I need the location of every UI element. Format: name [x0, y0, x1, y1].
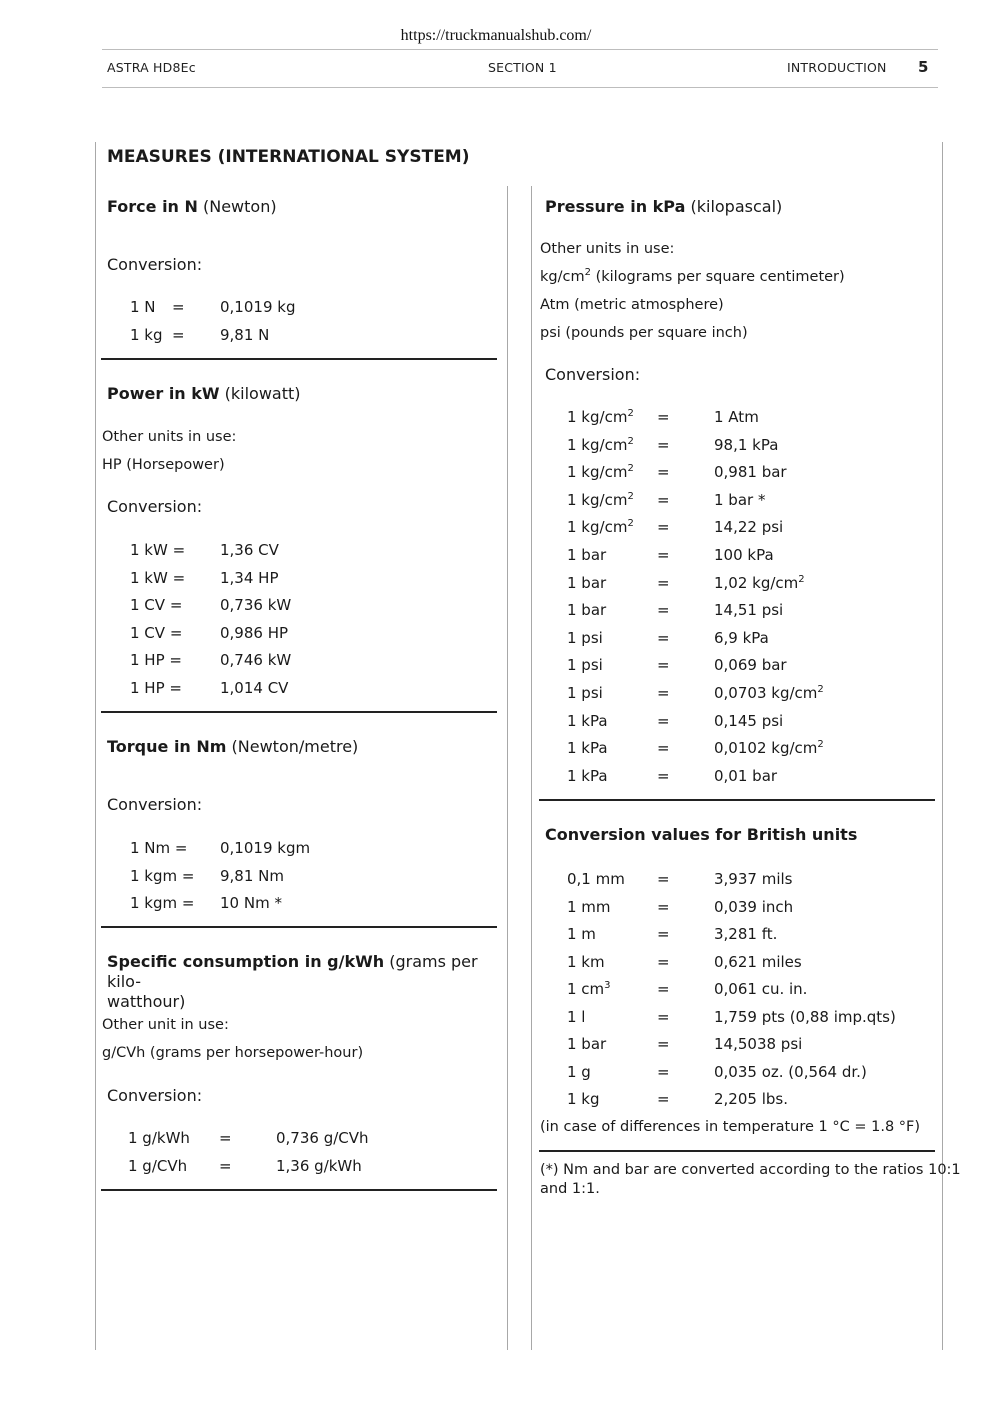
equals-sign: =	[657, 711, 670, 730]
unit-from: 1 km	[567, 952, 605, 971]
equals-sign: =	[657, 573, 670, 592]
unit-to: 0,736 g/CVh	[276, 1129, 369, 1147]
unit-from: 1 N	[130, 298, 156, 316]
unit-to: 1,02 $kg/cm^2$	[714, 573, 805, 592]
unit-to: 14,5038 psi	[714, 1035, 803, 1053]
unit-from: 1 $kg/cm^2$	[567, 408, 634, 426]
equals-sign: =	[657, 1035, 670, 1053]
unit-to: 1 bar *	[714, 490, 766, 509]
equals-sign: =	[657, 739, 670, 758]
power-conversion-label: Conversion:	[107, 497, 203, 516]
unit-from: 1 kPa	[567, 739, 608, 758]
equals-sign: =	[219, 1129, 232, 1147]
unit-from: 1 bar	[567, 546, 607, 564]
left-column-divider	[507, 186, 508, 1350]
unit-from: 1 kW =	[130, 568, 186, 587]
unit-from: 1 CV =	[130, 623, 183, 642]
torque-conversion-label: Conversion:	[107, 795, 203, 814]
unit-from: 1 kgm =	[130, 894, 195, 912]
section-divider	[539, 799, 935, 801]
unit-to: 0,746 kW	[220, 651, 292, 670]
pressure-other-unit: Atm (metric atmosphere)	[540, 297, 724, 313]
unit-to: 0,0102 $kg/cm^2$	[714, 739, 824, 758]
unit-to: 1,759 pts (0,88 imp.qts)	[714, 1007, 896, 1026]
footnote: (*) Nm and bar are converted according to the ratios 10:1 and 1:1.	[540, 1162, 961, 1197]
unit-to: 6,9 kPa	[714, 628, 769, 647]
equals-sign: =	[657, 408, 670, 426]
power-other-unit: HP (Horsepower)	[102, 457, 225, 473]
unit-to: 100 kPa	[714, 546, 774, 564]
equals-sign: =	[657, 628, 670, 647]
header-chapter: INTRODUCTION	[787, 60, 887, 75]
unit-to: 14,51 psi	[714, 601, 784, 620]
unit-to: 0,981 bar	[714, 463, 787, 482]
power-other-label: Other units in use:	[102, 429, 237, 445]
unit-to: 0,039 inch	[714, 897, 794, 916]
equals-sign: =	[657, 1090, 670, 1108]
equals-sign: =	[657, 656, 670, 675]
unit-from: 1 kg	[130, 326, 163, 344]
unit-from: 1 kPa	[567, 766, 608, 785]
page-url: https://truckmanualshub.com/	[400, 27, 592, 44]
unit-to: 9,81 N	[220, 326, 270, 344]
section-divider	[101, 926, 497, 928]
unit-to: 0,145 psi	[714, 711, 784, 730]
unit-from: 1 psi	[567, 628, 603, 647]
unit-from: 1 $kg/cm^2$	[567, 435, 634, 454]
unit-to: 0,035 oz. (0,564 dr.)	[714, 1062, 867, 1081]
pressure-conversion-label: Conversion:	[545, 365, 641, 384]
unit-to: 1,36 g/kWh	[276, 1157, 362, 1175]
pressure-other-label: Other units in use:	[540, 241, 675, 257]
unit-to: 2,205 lbs.	[714, 1090, 788, 1108]
equals-sign: =	[657, 766, 670, 785]
unit-from: 1 g/CVh	[128, 1157, 188, 1175]
unit-to: 98,1 kPa	[714, 435, 779, 454]
header-bottom-rule	[102, 87, 938, 88]
unit-from: 1 $cm^3$	[567, 980, 611, 998]
unit-from: 1 m	[567, 925, 596, 943]
section-divider	[101, 358, 497, 360]
unit-to: 3,281 ft.	[714, 925, 778, 943]
right-column-divider	[531, 186, 532, 1350]
unit-to: 0,736 kW	[220, 596, 292, 615]
unit-to: 0,0703 $kg/cm^2$	[714, 684, 824, 702]
unit-from: 1 kPa	[567, 711, 608, 730]
unit-to: 1,014 CV	[220, 679, 289, 697]
equals-sign: =	[657, 897, 670, 916]
equals-sign: =	[657, 463, 670, 482]
page-number: 5	[918, 58, 929, 76]
unit-to: 10 Nm *	[220, 894, 282, 912]
equals-sign: =	[219, 1157, 232, 1175]
unit-to: 0,069 bar	[714, 656, 787, 675]
unit-to: 14,22 psi	[714, 518, 784, 537]
page-title: MEASURES (INTERNATIONAL SYSTEM)	[107, 147, 470, 167]
unit-from: 1 psi	[567, 656, 603, 675]
equals-sign: =	[657, 518, 670, 537]
unit-to: 9,81 Nm	[220, 866, 284, 885]
unit-from: 1 kW =	[130, 541, 186, 559]
equals-sign: =	[657, 490, 670, 509]
unit-from: 1 bar	[567, 601, 607, 620]
pressure-other-unit: psi (pounds per square inch)	[540, 325, 748, 341]
header-model: ASTRA HD8Ec	[107, 60, 196, 75]
unit-to: 0,01 bar	[714, 766, 778, 785]
equals-sign: =	[657, 601, 670, 620]
equals-sign: =	[172, 326, 185, 344]
unit-to: 0,986 HP	[220, 623, 289, 642]
header-section: SECTION 1	[488, 60, 557, 75]
unit-from: 1 kg	[567, 1090, 600, 1108]
unit-from: 1 HP =	[130, 679, 182, 697]
unit-from: 1 bar	[567, 1035, 607, 1053]
british-heading: Conversion values for British units	[545, 825, 858, 844]
unit-to: 0,061 cu. in.	[714, 980, 808, 998]
force-conversion-label: Conversion:	[107, 255, 203, 274]
unit-to: 1,34 HP	[220, 568, 279, 587]
force-heading: Force in N (Newton)	[107, 197, 277, 216]
unit-to: 1,36 CV	[220, 541, 279, 559]
equals-sign: =	[657, 980, 670, 998]
unit-from: 1 g	[567, 1062, 591, 1081]
specific-consumption-heading: Specific consumption in g/kWh (grams per kilo- watthour)	[107, 952, 478, 1011]
equals-sign: =	[657, 546, 670, 564]
unit-from: 1 bar	[567, 573, 607, 592]
torque-heading: Torque in Nm (Newton/metre)	[107, 737, 359, 756]
unit-to: 3,937 mils	[714, 870, 793, 888]
pressure-other-unit: $kg/cm^2$ (kilograms per square centimeter)	[540, 267, 845, 285]
specific-other-unit: g/CVh (grams per horsepower-hour)	[102, 1045, 364, 1061]
equals-sign: =	[172, 298, 185, 316]
equals-sign: =	[657, 435, 670, 454]
section-divider	[539, 1150, 935, 1152]
unit-to: 0,621 miles	[714, 952, 802, 971]
unit-to: 0,1019 kg	[220, 298, 296, 316]
unit-from: 1 kgm =	[130, 866, 195, 885]
specific-conversion-label: Conversion:	[107, 1086, 203, 1105]
unit-from: 1 Nm =	[130, 839, 188, 857]
equals-sign: =	[657, 870, 670, 888]
unit-from: 1 g/kWh	[128, 1129, 190, 1147]
unit-from: 1 HP =	[130, 651, 182, 670]
equals-sign: =	[657, 1007, 670, 1026]
equals-sign: =	[657, 1062, 670, 1081]
header-top-rule	[102, 49, 938, 50]
unit-from: 1 $kg/cm^2$	[567, 463, 634, 482]
temperature-note: (in case of differences in temperature 1 °C = 1.8 °F)	[540, 1119, 921, 1135]
specific-other-label: Other unit in use:	[102, 1017, 229, 1033]
unit-to: 1 Atm	[714, 408, 759, 426]
unit-from: 1 $kg/cm^2$	[567, 490, 634, 509]
unit-from: 1 l	[567, 1007, 586, 1026]
equals-sign: =	[657, 925, 670, 943]
section-divider	[101, 1189, 497, 1191]
unit-to: 0,1019 kgm	[220, 839, 311, 857]
section-divider	[101, 711, 497, 713]
left-margin-line	[95, 142, 96, 1350]
power-heading: Power in kW (kilowatt)	[107, 384, 301, 403]
equals-sign: =	[657, 952, 670, 971]
unit-from: 1 mm	[567, 897, 611, 916]
unit-from: 1 $kg/cm^2$	[567, 518, 634, 537]
unit-from: 1 psi	[567, 684, 603, 702]
equals-sign: =	[657, 684, 670, 702]
unit-from: 0,1 mm	[567, 870, 625, 888]
pressure-heading: Pressure in kPa (kilopascal)	[545, 197, 783, 216]
unit-from: 1 CV =	[130, 596, 183, 615]
